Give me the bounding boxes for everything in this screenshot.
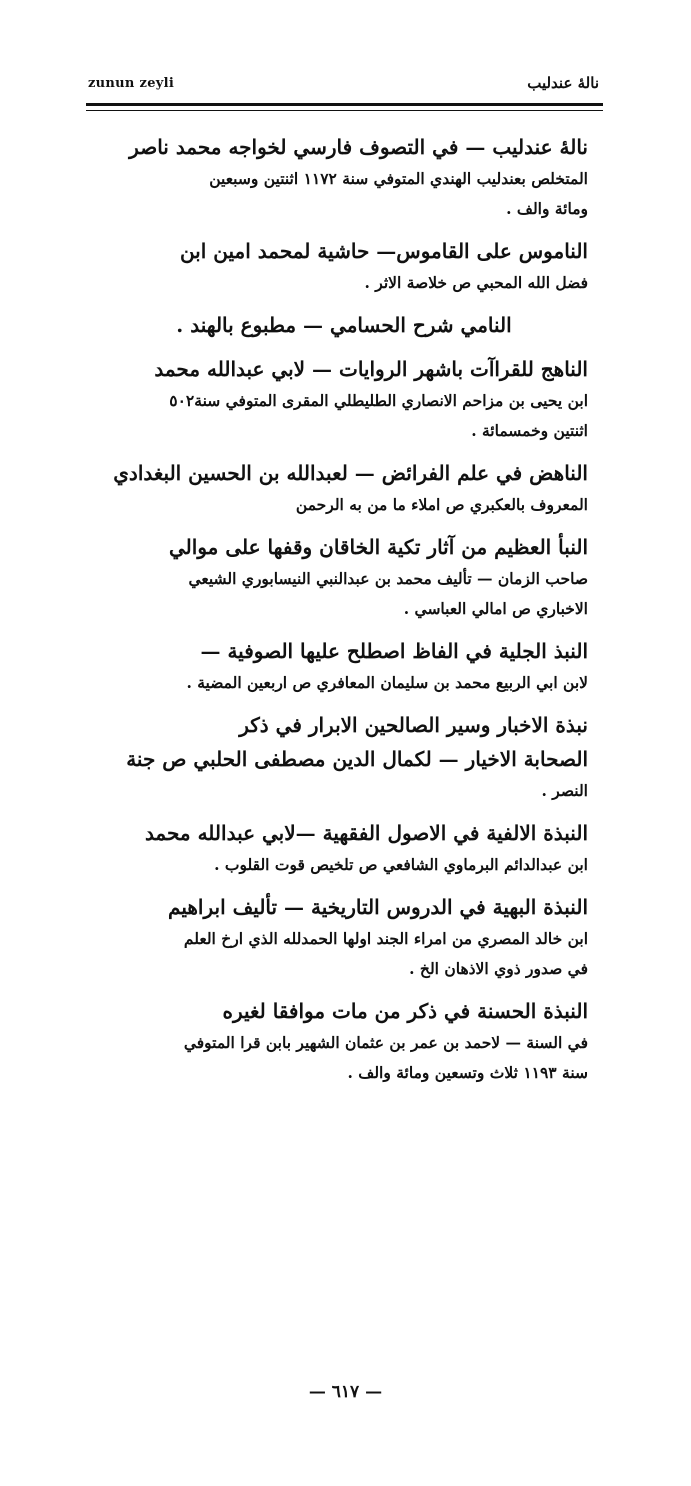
entries-list <box>100 130 588 1098</box>
bibliography-entry <box>100 130 588 224</box>
header-latin-title: zunun zeyli <box>88 76 175 91</box>
entry-detail-line: اثنتين وخمسمائة . <box>471 421 588 440</box>
header-rule-thick <box>86 103 603 106</box>
entry-title-line: نبذة الاخبار وسير الصالحين الابرار في ذكر <box>239 713 588 737</box>
entry-title-line: النبأ العظيم من آثار تكية الخاقان وقفها على موالي <box>169 535 588 559</box>
entry-title-line: النبذ الجلية في الفاظ اصطلح عليها الصوفية — <box>200 639 588 663</box>
entry-title-line: الناهض في علم الفرائض — لعبدالله بن الحسين البغدادي <box>113 461 588 485</box>
entry-title-line: النبذة البهية في الدروس التاريخية — تأليف ابراهيم <box>168 895 588 919</box>
entry-detail-line: في السنة — لاحمد بن عمر بن عثمان الشهير بابن قرا المتوفي <box>183 1033 588 1052</box>
bibliography-entry <box>100 308 588 342</box>
entry-detail-line: صاحب الزمان — تأليف محمد بن عبدالنبي النيسابوري الشيعي <box>188 569 588 588</box>
entry-detail-line: ابن خالد المصري من امراء الجند اولها الحمدلله الذي ارخ العلم <box>183 929 588 948</box>
header-arabic-title: نالهٔ عندليب <box>527 74 599 92</box>
entry-detail-line: ابن يحيى بن مزاحم الانصاري الطليطلي المقرى المتوفي سنة٥٠٢ <box>169 391 588 410</box>
bibliography-entry <box>100 890 588 984</box>
bibliography-entry <box>100 456 588 520</box>
entry-detail-line: سنة ١١٩٣ ثلاث وتسعين ومائة والف . <box>347 1063 588 1082</box>
entry-title-line: الناموس على القاموس— حاشية لمحمد امين ابن <box>179 239 588 263</box>
header-rule-thin <box>86 110 603 111</box>
bibliography-entry <box>100 994 588 1088</box>
page-number: — ٦١٧ — <box>308 1382 383 1402</box>
bibliography-entry <box>100 708 588 806</box>
bibliography-entry <box>100 816 588 880</box>
bibliography-entry <box>100 234 588 298</box>
entry-detail-line: المعروف بالعكبري ص املاء ما من به الرحمن <box>295 495 588 514</box>
entry-detail-line: ومائة والف . <box>506 199 588 218</box>
entry-title-line: نالهٔ عندليب — في التصوف فارسي لخواجه محمد ناصر <box>129 135 588 159</box>
entry-detail-line: الاخباري ص امالي العباسي . <box>403 599 588 618</box>
entry-detail-line: في صدور ذوي الاذهان الخ . <box>409 959 588 978</box>
entry-title-line: النبذة الالفية في الاصول الفقهية —لابي عبدالله محمد <box>144 821 588 845</box>
entry-detail-line: المتخلص بعندليب الهندي المتوفي سنة ١١٧٢ اثنتين وسبعين <box>209 169 588 188</box>
bibliography-entry <box>100 634 588 698</box>
entry-title-line: الناهج للقراآت باشهر الروايات — لابي عبدالله محمد <box>154 357 588 381</box>
entry-detail-line: النصر . <box>541 781 588 800</box>
entry-detail-line: لابن ابي الربيع محمد بن سليمان المعافري ص اربعين المضية . <box>186 673 588 692</box>
running-header <box>88 76 599 98</box>
entry-title-line: النامي شرح الحسامي — مطبوع بالهند . <box>176 313 512 337</box>
bibliography-entry <box>100 530 588 624</box>
entry-detail-line: الصحابة الاخيار — لكمال الدين مصطفى الحلبي ص جنة <box>126 747 588 771</box>
entry-detail-line: ابن عبدالدائم البرماوي الشافعي ص تلخيص قوت القلوب . <box>214 855 588 874</box>
bibliography-entry <box>100 352 588 446</box>
entry-detail-line: فضل الله المحبي ص خلاصة الاثر . <box>364 273 588 292</box>
entry-title-line: النبذة الحسنة في ذكر من مات موافقا لغيره <box>222 999 588 1023</box>
